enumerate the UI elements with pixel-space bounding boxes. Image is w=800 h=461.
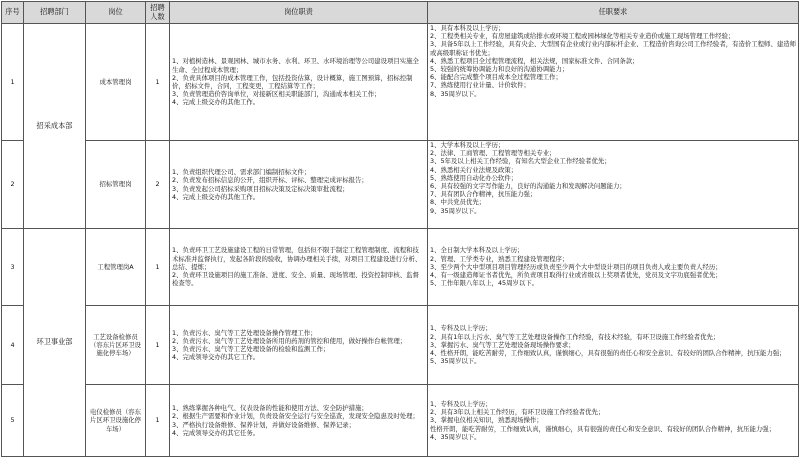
requirement-line: 3、掌握污水、臭气等工艺处理设备现场操作要求； [430,340,575,349]
requirement-line: 5、较强的统筹协调能力和良好的沟通协调能力； [430,65,569,74]
table-row [2,385,799,457]
requirement-line: 4、35周岁以下。 [430,432,481,441]
duty-line: 3、负责管理造价咨询单位，对接新区相关职能部门，沟通成本相关工作； [172,90,381,99]
requirement-line: 5、熟练使用自动化办公软件； [430,173,518,182]
seq-cell: 2 [2,141,24,229]
duty-line: 4、完成上级交办的其他工作。 [172,98,260,107]
duties-cell [170,24,428,141]
count-cell: 1 [146,24,170,141]
header-position: 岗位 [86,2,146,24]
seq-cell: 5 [2,385,24,457]
duty-line: 4、完成领导交办的其它工作。 [172,353,260,362]
requirement-line: 1、全日制大学本科及以上学历； [430,246,524,255]
requirement-line: 3、5年及以上相关工作经验，有知名大型企业工作经验者优先； [430,157,611,166]
table-row [2,141,799,229]
duty-line: 2、负责发布招标信息的公开，组织开标、评标、整理完成评标报告； [172,176,368,185]
duty-line: 2、根据生产需要和作业计划，负责设备安全运行与安全巡查，发现安全隐患及时处理； [172,412,419,421]
header-dept: 招聘部门 [24,2,86,24]
requirement-line: 性格开朗，能吃苦耐劳，工作细致认真，谨慎细心，具有很强的责任心和安全意识、有较好的团队合作精神，抗压能力强； [430,424,776,433]
requirement-line: 2、法律、工商管理、工程管理等相关专业； [430,149,556,158]
requirements-cell [428,141,799,229]
position-cell: 成本管理岗 [86,24,146,141]
requirement-line: 1、大学本科及以上学历； [430,141,505,149]
duty-line: 1、熟练掌握各种电气、仪表设备的性能和使用方法、安全防护措施； [172,404,368,413]
duties-cell [170,141,428,229]
table-row [2,229,799,306]
position-cell: 工艺设备检修员（容东片区环卫设施化停车场） [86,306,146,385]
requirement-line: 4、有一级建造师证书者优先，所负责项目取得行业或省级以上奖项者优先，党员及文字功底强者优先； [430,271,722,280]
requirement-line: 1、具有本科及以上学历； [430,24,505,32]
requirement-line: 4、熟悉工程项目全过程管理流程，相关法规，国家标准文件、合同条款； [430,56,639,65]
duty-line: 1、负责组织代理公司、需求部门编制招标文件； [172,168,311,177]
requirement-line: 7、熟练使用行业计量、计价软件； [430,81,530,90]
requirement-line: 3、具备5年以上工作经验，具有央企、大型国有企业或行业内部标杆企业、工程造价咨询公司工作经验者，有造价工程师、建造师或高级职称证书优先； [430,40,797,57]
duty-line: 2、负责具体项目的成本管理工作，包括投资估算，设计概算，施工图预算，招标控制价，招标文件，合同，工程变更，工程结算等工作； [172,73,413,90]
seq-cell: 3 [2,229,24,306]
requirement-line: 1、专科及以上学历； [430,399,492,408]
count-cell: 1 [146,385,170,457]
requirement-line: 6、能配合完成整个项目成本全过程管理工作； [430,73,562,82]
duties-cell [170,385,428,457]
requirement-line: 9、35周岁以下。 [430,206,481,215]
header-seq: 序号 [2,2,24,24]
seq-cell: 4 [2,306,24,385]
dept-cell: 环卫事业部 [24,229,86,457]
requirement-line: 2、具有1年以上污水、臭气等工艺处理设备操作工作经验，有技术经验，有环卫设施工作经验者优先； [430,332,720,341]
count-cell: 2 [146,141,170,229]
requirement-line: 5、35周岁以下。 [430,357,481,366]
duties-cell [170,229,428,306]
count-cell: 1 [146,229,170,306]
duty-line: 2、负责环卫设施项目的施工准备、进度、安全、质量、现场管理、投资控制审核、监督检查等。 [172,271,419,288]
duty-line: 3、负责发起公司招标采购项目招标决策及定标决策审批流程； [172,184,349,193]
requirement-line: 4、熟悉相关行业法规及政策； [430,165,518,174]
table-header-row [2,2,799,24]
duty-line: 3、严格执行设备维修、保养计划，并做好设备维修、保养记录； [172,420,356,429]
requirement-line: 7、具有团队合作精神，抗压能力强； [430,190,537,199]
requirement-line: 3、至少两个大中型项目项目管理经历或负责至少两个大中型设计项目的项目负责人或主要负责人经历； [430,262,722,271]
position-cell: 电仪检修员（容东片区环卫设施化停车场） [86,385,146,457]
duty-line: 3、负责污水、臭气等工艺处理设备的检验和监测工作； [172,345,330,353]
requirements-cell [428,24,799,141]
count-cell: 1 [146,306,170,385]
requirements-cell [428,306,799,385]
header-count: 招聘人数 [146,2,170,24]
requirements-cell [428,229,799,306]
duty-line: 4、完成领导交办的其它任务。 [172,428,260,437]
requirement-line: 5、工作年限八年以上，45周岁以下。 [430,279,539,288]
header-duties: 岗位职责 [170,2,428,24]
position-cell: 工程管理岗A [86,229,146,306]
recruitment-table [1,1,799,457]
duty-line: 4、完成上级交办的其他工作。 [172,192,260,201]
requirement-line: 2、工程类相关专业，有房屋建筑或给排水或环境工程或园林绿化等相关专业造价或施工现场管理工作经验； [430,32,735,41]
requirement-line: 8、中共党员优先； [430,198,486,207]
header-requirements: 任职要求 [428,2,799,24]
requirement-line: 3、掌握电仪相关知识，熟悉现场操作； [430,416,543,425]
requirements-cell [428,385,799,457]
table-row [2,24,799,141]
position-cell: 招标管理岗 [86,141,146,229]
table-row [2,306,799,385]
duty-line: 1、负责污水、臭气等工艺处理设备操作管理工作； [172,328,317,337]
requirement-line: 2、管理、工学类专业，熟悉工程建设管理程序； [430,254,569,263]
duty-line: 1、对植树造林、景观园林、城市水务、水利、环卫、水环境治理等公司建设项目实施全生命、全过程成本管理； [172,57,419,74]
requirement-line: 8、35周岁以下。 [430,89,481,98]
duties-cell [170,306,428,385]
seq-cell: 1 [2,24,24,141]
requirement-line: 4、性格开朗，能吃苦耐劳，工作细致认真，谨慎细心，具有很强的责任心和安全意识、有较好的团队合作精神，抗压能力强； [430,349,786,358]
requirement-line: 6、具有较强的文字写作能力，良好的沟通能力和发现解决问题能力； [430,182,626,191]
duty-line: 1、负责环卫工艺设施建设工程的日常管理，包括但不限于制定工程管理制度、流程和技术标准并监督执行，发起各阶段的验收，协调办理相关手续，对项目工程建设进行分析、总结、提炼； [172,246,422,271]
dept-cell: 招采成本部 [24,24,86,229]
duty-line: 2、负责污水、臭气等工艺处理设备所用的药剂的管控和使用，做好操作台帐管理； [172,336,407,345]
requirement-line: 1、专科及以上学历； [430,324,492,333]
requirement-line: 2、具有3年以上相关工作经历，有环卫设施工作经验者优先； [430,408,605,417]
